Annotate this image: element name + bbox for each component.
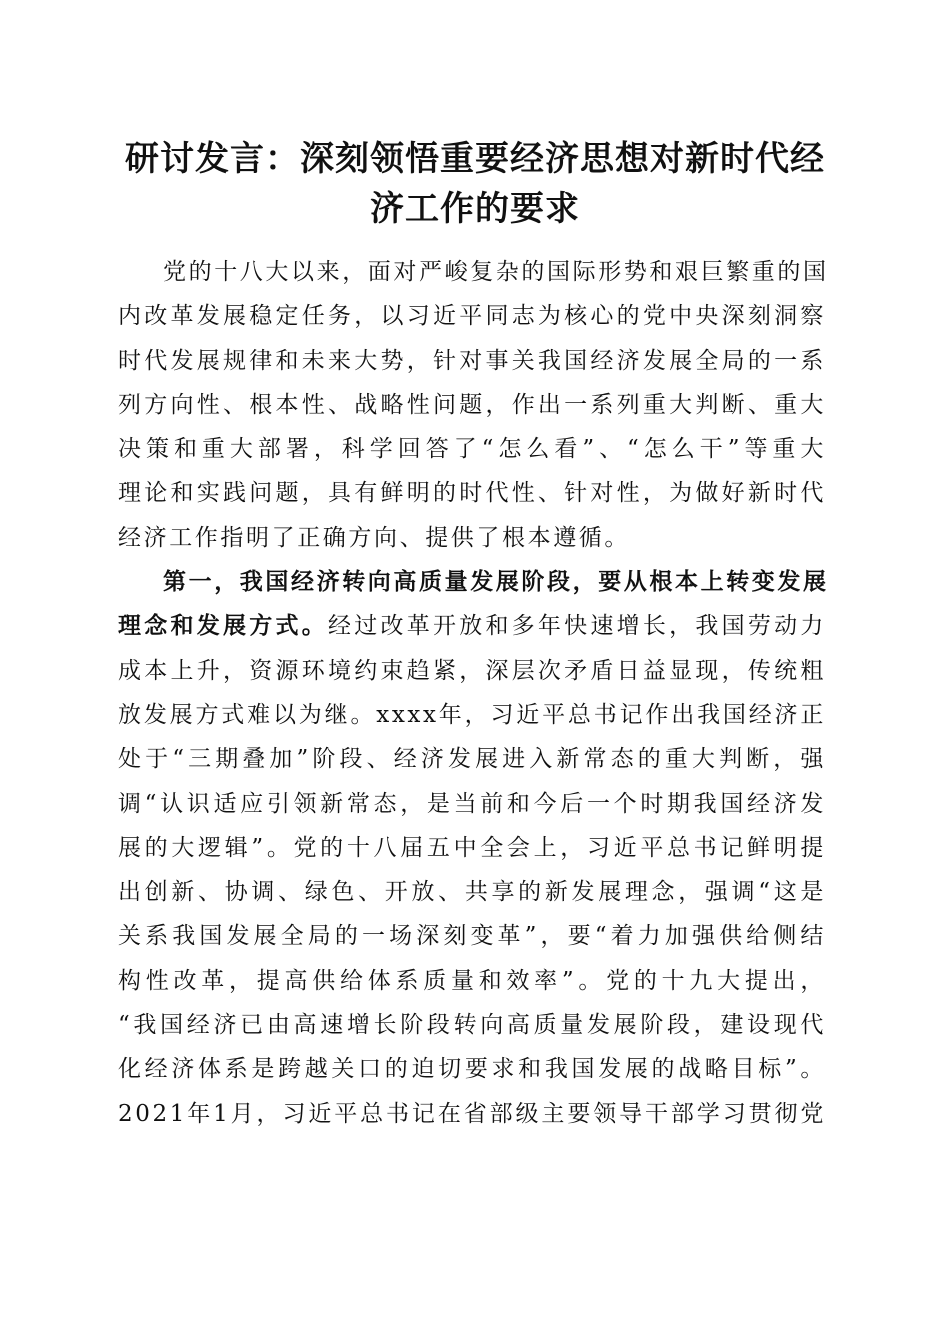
text-line: “我国经济已由高速增长阶段转向高质量发展阶段，建设现代 [118, 1012, 826, 1039]
document-title [110, 134, 840, 234]
text-line: 化经济体系是跨越关口的迫切要求和我国发展的战略目标”。 [118, 1056, 826, 1083]
title-line-2: 济工作的要求 [370, 189, 580, 229]
text-line: 党的十八大以来，面对严峻复杂的国际形势和艰巨繁重的国 [163, 259, 829, 285]
text-line: 处于“三期叠加”阶段、经济发展进入新常态的重大判断，强 [118, 746, 826, 773]
text-line [118, 604, 826, 648]
text-line: 经济工作指明了正确方向、提供了根本遵循。 [118, 524, 630, 551]
text-line: 出创新、协调、绿色、开放、共享的新发展理念，强调“这是 [118, 879, 826, 906]
text-line: 决策和重大部署，科学回答了“怎么看”、“怎么干”等重大 [118, 436, 826, 463]
title-line-1: 研讨发言：深刻领悟重要经济思想对新时代经 [125, 139, 825, 179]
text-line: 关系我国发展全局的一场深刻变革”，要“着力加强供给侧结 [118, 923, 826, 950]
text-line: 成本上升，资源环境约束趋紧，深层次矛盾日益显现，传统粗 [118, 657, 826, 684]
document-body [118, 250, 829, 1136]
text-line: 时代发展规律和未来大势，针对事关我国经济发展全局的一系 [118, 347, 826, 374]
text-line: 调“认识适应引领新常态，是当前和今后一个时期我国经济发 [118, 790, 826, 817]
section-heading-tail: 理念和发展方式。 [118, 612, 328, 640]
paragraph-1 [118, 250, 829, 560]
text-line: 理论和实践问题，具有鲜明的时代性、针对性，为做好新时代 [118, 480, 826, 507]
paragraph-2 [118, 560, 829, 1136]
text-line: 展的大逻辑”。党的十八届五中全会上，习近平总书记鲜明提 [118, 834, 826, 861]
text-line: 放发展方式难以为继。xxxx年，习近平总书记作出我国经济正 [118, 701, 826, 728]
text-line: 内改革发展稳定任务，以习近平同志为核心的党中央深刻洞察 [118, 303, 826, 330]
text-line: 2021年1月，习近平总书记在省部级主要领导干部学习贯彻党 [118, 1100, 826, 1127]
text-segment: 经过改革开放和多年快速增长，我国劳动力 [327, 613, 826, 640]
text-line: 列方向性、根本性、战略性问题，作出一系列重大判断、重大 [118, 391, 826, 418]
section-heading-line: 第一，我国经济转向高质量发展阶段，要从根本上转变发展 [163, 568, 829, 596]
text-line: 构性改革，提高供给体系质量和效率”。党的十九大提出， [118, 967, 826, 994]
